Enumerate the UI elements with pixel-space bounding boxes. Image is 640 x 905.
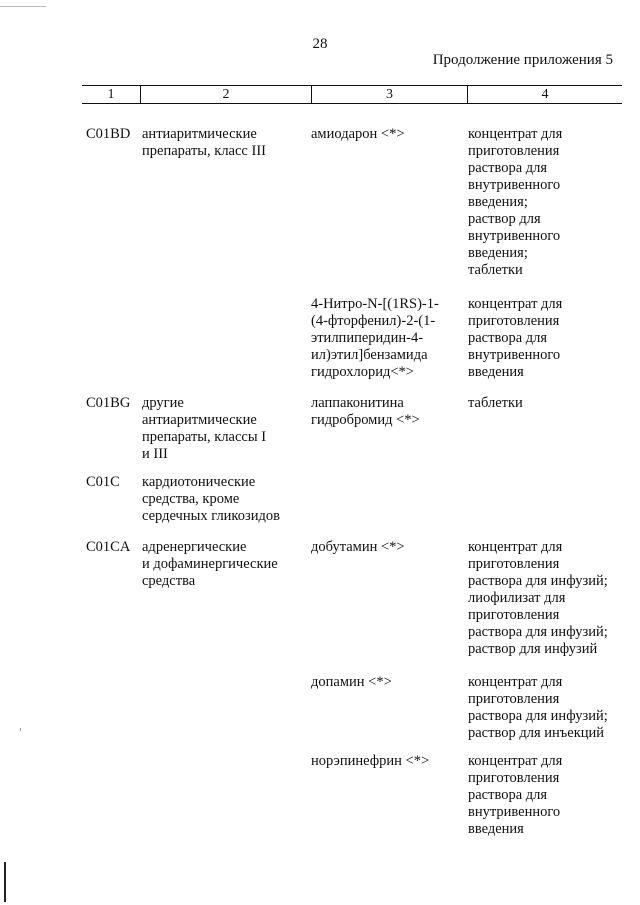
dosage-form	[468, 126, 562, 279]
drug-name	[311, 674, 392, 691]
drug-name	[311, 395, 420, 429]
form-line: введения	[468, 364, 524, 380]
form-line: таблетки	[468, 395, 523, 411]
pharmacological-group	[142, 539, 278, 590]
group-line: и III	[142, 446, 168, 462]
form-line: раствора для инфузий;	[468, 708, 608, 724]
drug-line: этилпиперидин-4-	[311, 330, 424, 346]
drug-line: допамин <*>	[311, 674, 392, 690]
header-col-1: 1	[107, 87, 115, 102]
group-line: другие	[142, 395, 184, 411]
form-line: внутривенного	[468, 177, 561, 193]
form-line: раствор для инфузий	[468, 641, 598, 657]
form-line: приготовления	[468, 691, 560, 707]
atc-code: C01C	[86, 474, 120, 490]
drug-line: 4-Нитро-N-[(1RS)-1-	[311, 296, 439, 312]
pharmacological-group	[142, 126, 266, 160]
form-line: внутривенного	[468, 347, 561, 363]
group-line: антиаритмические	[142, 412, 257, 428]
group-line: адренергические	[142, 539, 247, 555]
drug-line: лаппаконитина	[311, 395, 404, 411]
scan-artifact-dot	[20, 728, 21, 731]
form-line: концентрат для	[468, 296, 563, 312]
form-line: лиофилизат для	[468, 590, 566, 606]
appendix-title: Продолжение приложения 5	[432, 52, 613, 68]
drug-line: (4-фторфенил)-2-(1-	[311, 313, 436, 329]
drug-line: ил)этил]бензамида	[311, 347, 428, 363]
scan-artifact-top-line	[0, 6, 46, 7]
header-col-4: 4	[541, 87, 549, 102]
page-number: 28	[312, 36, 328, 52]
atc-code: C01BD	[86, 126, 131, 142]
pharmacological-group	[142, 395, 266, 463]
pharmacological-group	[142, 474, 280, 525]
drug-line: норэпинефрин <*>	[311, 753, 430, 769]
dosage-form	[468, 539, 608, 658]
form-line: введения	[468, 821, 524, 837]
drug-name	[311, 126, 405, 143]
atc-code: C01CA	[86, 539, 131, 555]
drug-line: добутамин <*>	[311, 539, 405, 555]
drug-line: амиодарон <*>	[311, 126, 405, 142]
form-line: раствора для инфузий;	[468, 573, 608, 589]
drug-name	[311, 753, 429, 770]
drug-name	[311, 539, 405, 556]
table-header-row	[82, 85, 622, 104]
form-line: таблетки	[468, 262, 523, 278]
drug-line: гидробромид <*>	[311, 412, 420, 428]
header-col-2: 2	[222, 87, 230, 102]
form-line: раствор для инъекций	[468, 725, 605, 741]
form-line: концентрат для	[468, 126, 563, 142]
group-line: препараты, классы I	[142, 429, 267, 445]
form-line: раствор для	[468, 211, 541, 227]
dosage-form	[468, 296, 562, 381]
form-line: внутривенного	[468, 228, 561, 244]
form-line: концентрат для	[468, 753, 563, 769]
form-line: приготовления	[468, 313, 560, 329]
dosage-form	[468, 753, 562, 838]
form-line: приготовления	[468, 607, 560, 623]
form-line: концентрат для	[468, 674, 563, 690]
form-line: внутривенного	[468, 804, 561, 820]
form-line: раствора для	[468, 787, 548, 803]
drug-name	[311, 296, 439, 381]
group-line: средства, кроме	[142, 491, 240, 507]
form-line: приготовления	[468, 556, 560, 572]
group-line: и дофаминергические	[142, 556, 278, 572]
group-line: препараты, класс III	[142, 143, 266, 159]
scan-artifact-left-mark	[4, 862, 6, 902]
header-col-3: 3	[386, 87, 393, 102]
form-line: введения;	[468, 194, 528, 210]
form-line: приготовления	[468, 143, 560, 159]
form-line: приготовления	[468, 770, 560, 786]
form-line: введения;	[468, 245, 528, 261]
drug-line: гидрохлорид<*>	[311, 364, 414, 380]
form-line: раствора для	[468, 330, 548, 346]
group-line: средства	[142, 573, 196, 589]
form-line: раствора для	[468, 160, 548, 176]
group-line: сердечных гликозидов	[142, 508, 280, 524]
dosage-form	[468, 674, 608, 742]
form-line: концентрат для	[468, 539, 563, 555]
form-line: раствора для инфузий;	[468, 624, 608, 640]
atc-code: C01BG	[86, 395, 131, 411]
dosage-form	[468, 395, 523, 412]
group-line: антиаритмические	[142, 126, 257, 142]
group-line: кардиотонические	[142, 474, 256, 490]
